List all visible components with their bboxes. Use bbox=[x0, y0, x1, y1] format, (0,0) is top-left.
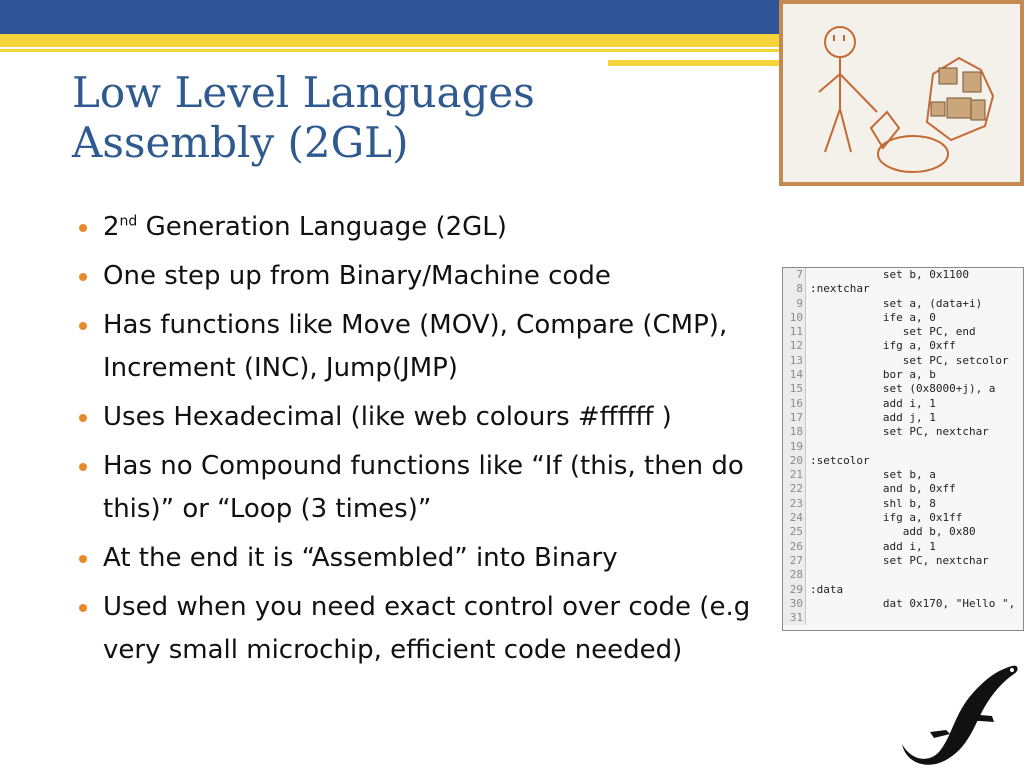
code-line: 13 set PC, setcolor bbox=[783, 354, 1023, 368]
header-yellow-thin-stripe bbox=[0, 49, 780, 52]
code-line: 23 shl b, 8 bbox=[783, 497, 1023, 511]
header-band bbox=[0, 0, 780, 34]
code-line: 25 add b, 0x80 bbox=[783, 525, 1023, 539]
code-line: 20 :setcolor bbox=[783, 454, 1023, 468]
code-line: 8 :nextchar bbox=[783, 282, 1023, 296]
title-line-2: Assembly (2GL) bbox=[72, 118, 409, 167]
bullet-item: Has functions like Move (MOV), Compare (CMP), Increment (INC), Jump(JMP) bbox=[76, 304, 766, 390]
bullet-item: One step up from Binary/Machine code bbox=[76, 255, 766, 298]
bullet-item: Has no Compound functions like “If (this, then do this)” or “Loop (3 times)” bbox=[76, 445, 766, 531]
stick-figure-sketch bbox=[779, 0, 1024, 186]
salamander-logo-icon bbox=[894, 660, 1024, 768]
code-snippet-image bbox=[782, 267, 1024, 631]
code-line: 30 dat 0x170, "Hello ", bbox=[783, 597, 1023, 611]
code-line: 18 set PC, nextchar bbox=[783, 425, 1023, 439]
code-line: 14 bor a, b bbox=[783, 368, 1023, 382]
header-yellow-stripe bbox=[0, 34, 780, 47]
code-line: 19 bbox=[783, 440, 1023, 454]
code-line: 12 ifg a, 0xff bbox=[783, 339, 1023, 353]
slide-title bbox=[72, 68, 752, 168]
bullet-item: 2nd Generation Language (2GL) bbox=[76, 206, 766, 249]
code-line: 17 add j, 1 bbox=[783, 411, 1023, 425]
code-line: 29 :data bbox=[783, 583, 1023, 597]
code-line: 11 set PC, end bbox=[783, 325, 1023, 339]
code-line: 27 set PC, nextchar bbox=[783, 554, 1023, 568]
bullet-item: Used when you need exact control over code (e.g very small microchip, efficient code needed) bbox=[76, 586, 766, 672]
code-line: 16 add i, 1 bbox=[783, 397, 1023, 411]
header-yellow-accent bbox=[608, 60, 780, 66]
code-line: 10 ife a, 0 bbox=[783, 311, 1023, 325]
bullet-item: Uses Hexadecimal (like web colours #ffffff ) bbox=[76, 396, 766, 439]
code-line: 26 add i, 1 bbox=[783, 540, 1023, 554]
code-line: 22 and b, 0xff bbox=[783, 482, 1023, 496]
code-line: 7 set b, 0x1100 bbox=[783, 268, 1023, 282]
code-line: 21 set b, a bbox=[783, 468, 1023, 482]
bullet-list bbox=[76, 206, 766, 678]
code-line: 24 ifg a, 0x1ff bbox=[783, 511, 1023, 525]
code-line: 31 bbox=[783, 611, 1023, 625]
code-line: 28 bbox=[783, 568, 1023, 582]
code-line: 9 set a, (data+i) bbox=[783, 297, 1023, 311]
code-line: 15 set (0x8000+j), a bbox=[783, 382, 1023, 396]
stick-figure-drawing bbox=[783, 4, 1020, 182]
title-line-1: Low Level Languages bbox=[72, 68, 535, 117]
bullet-item: At the end it is “Assembled” into Binary bbox=[76, 537, 766, 580]
